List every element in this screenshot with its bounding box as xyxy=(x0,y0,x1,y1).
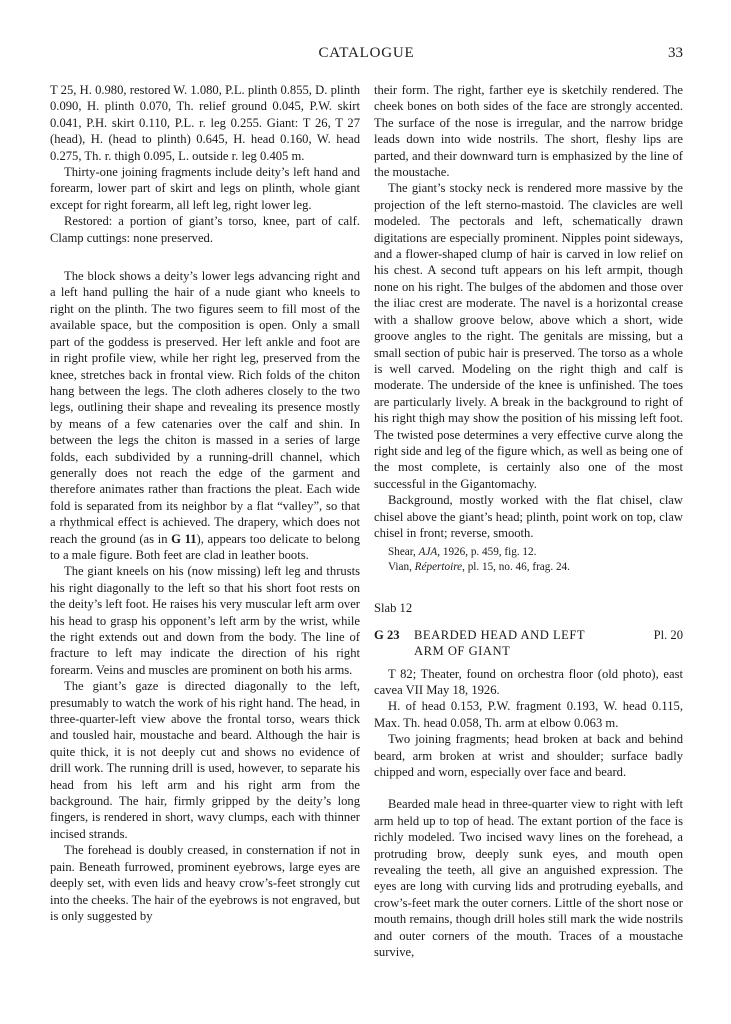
description-paragraph-2: The giant kneels on his (now missing) left leg and thrusts his right diagonally to the left so that his short foot rests on the deity’s left foot. He raises his very muscular left arm over his head to grasp his opponent’s left arm by the wrist, while the right extends out and down from the body. The line of fracture to left may indicate the direction of his right forearm. Veins and muscles are prominent on both his arms. xyxy=(50,564,360,677)
left-column xyxy=(50,82,360,924)
measurements-paragraph: T 25, H. 0.980, restored W. 1.080, P.L. plinth 0.855, D. plinth 0.090, H. plinth 0.070, Th. relief ground 0.045, P.W. skirt 0.041, P.H. skirt 0.110, P.L. r. leg 0.255. Giant: T 26, T 27 (head), H. (head to plinth) 0.645, H. head 0.160, W. head 0.275, Th. r. thigh 0.095, L. outside r. leg 0.405 m. xyxy=(50,83,360,163)
slab-heading: Slab 12 xyxy=(374,601,413,616)
description-paragraph-3: The giant’s gaze is directed diagonally to the left, presumably to watch the work of his right hand. The head, in three-quarter-left view above the frontal torso, wears thick and tousled hair, moustache and beard. Although the hair is quite thick, it is not deeply cut and shows no evidence of drill work. The running drill is used, however, to separate his head from his left arm and his right arm from the background. The hair, firmly gripped by the deity’s long fingers, is rendered in short, wavy clumps, each with thinner incised strands. xyxy=(50,679,360,841)
condition-paragraph: Two joining fragments; head broken at back and behind beard, arm broken at wrist and shoulder; surface badly chipped and worn, especially over face and beard. xyxy=(374,732,683,780)
find-paragraph: T 82; Theater, found on orchestra floor (old photo), east cavea VII May 18, 1926. xyxy=(374,666,683,697)
para1-end-text: ), appears too delicate to belong to a male figure. Both feet are clad in leather boots. xyxy=(50,531,361,562)
description-paragraph-1 xyxy=(50,268,360,563)
dimensions-paragraph: H. of head 0.153, P.W. fragment 0.193, W. head 0.115, Max. Th. head 0.058, Th. arm at elbow 0.063 m. xyxy=(374,699,683,730)
description-paragraph-7: Bearded male head in three-quarter view to right with left arm held up to top of head. The extant portion of the face is richly modeled. Two incised wavy lines on the forehead, a protruding brow, deeply sunk eyes, and mouth open revealing the teeth, all give an anguished expression. The eyes are long with curving lids and protruding eyeballs, and crow’s-feet mark the outer corners. Little of the short nose or mouth remains, though drill holes still mark the wide nostrils and outer corners of the mouth. Traces of a moustache survive, xyxy=(374,797,683,960)
description-paragraph-5: The giant’s stocky neck is rendered more massive by the projection of the left sterno-mastoid. The clavicles are well modeled. The pectorals and left, schematically drawn digitations are especially prominent. Nipples point sideways, and a flower-shaped clump of hair is carved in low relief on his chest. A second tuft appears on his left armpit, though none on his right. The bulges of the abdomen and those over the iliac crest are moderate. The navel is a horizontal crease with a shallow groove below, above which a short, wide groove angles to the right. The genitals are missing, but a small section of pubic hair is preserved. The torso as a whole is well carved. Modeling on the right thigh and calf is moderate. The underside of the knee is unfinished. The toes are particularly lively. A break in the background to right of his right thigh may show the position of his missing left foot. The twisted pose determines a very effective curve along the right side and leg of the figure which, as well as being one of the most complete, is certainly also one of the most successful in the Gigantomachy. xyxy=(374,181,683,491)
fragments-paragraph: Thirty-one joining fragments include deity’s left hand and forearm, lower part of skirt and legs on plinth, whole giant except for right forearm, all left leg, right lower leg. xyxy=(50,165,360,212)
page-header xyxy=(50,45,683,63)
restored-paragraph: Restored: a portion of giant’s torso, knee, part of calf. Clamp cuttings: none preserved. xyxy=(50,214,360,245)
continued-paragraph: their form. The right, farther eye is sketchily rendered. The cheek bones on both sides of the face are strongly accented. The surface of the nose is irregular, and the narrow bridge leads down into wide nostrils. The short, fleshy lips are parted, and their downward turn is emphasized by the line of the moustache. xyxy=(374,83,683,180)
para1-text: The block shows a deity’s lower legs advancing right and a left hand pulling the hair of a nude giant who kneels to right on the plinth. The two figures seem to fill most of the available space, but the composition is open. Only a small part of the goddess is preserved. Her left ankle and foot are in right profile view, while her right leg, preserved from the knee, stretches back in frontal view. Rich folds of the chiton hang between the legs. The cloth adheres closely to the two legs, outlining their shape and revealing its presence mostly by means of a few catenaries over the calf and shin. In between the legs the chiton is massed in a series of large folds, each subdivided by a running-drill channel, which generally does not reach the edge of the garment and therefore animates rather than fractions the pleat. Each wide fold is separated from its neighbor by a flat “valley”, so that a rhythmical effect is achieved. The drapery, which does not reach the ground (as in xyxy=(50,269,360,546)
page-number: 33 xyxy=(668,45,683,61)
entry-title-line-1: BEARDED HEAD AND LEFT xyxy=(414,627,586,642)
running-title: CATALOGUE xyxy=(318,45,415,61)
description-paragraph-6: Background, mostly worked with the flat chisel, claw chisel above the giant’s head; plinth, point work on top, claw chisel in front; reverse, smooth. xyxy=(374,493,683,540)
right-column xyxy=(374,82,683,961)
entry-title-line-2: ARM OF GIANT xyxy=(414,644,511,659)
entry-number: G 23 xyxy=(374,627,400,642)
reference-shear: Shear, AJA, 1926, p. 459, fig. 12. xyxy=(388,546,537,559)
description-paragraph-4: The forehead is doubly creased, in consternation if not in pain. Beneath furrowed, prominent eyebrows, large eyes are deeply set, with even lids and heavy crow’s-feet strongly cut into the cheeks. The hair of the eyebrows is not engraved, but is only suggested by xyxy=(50,843,360,923)
bibliography xyxy=(374,545,683,574)
catalogue-entry-heading xyxy=(374,627,683,660)
reference-vian: Vian, Répertoire, pl. 15, no. 46, frag. 24. xyxy=(388,560,570,573)
plate-reference: Pl. 20 xyxy=(653,627,683,642)
cross-reference: G 11 xyxy=(171,531,197,546)
